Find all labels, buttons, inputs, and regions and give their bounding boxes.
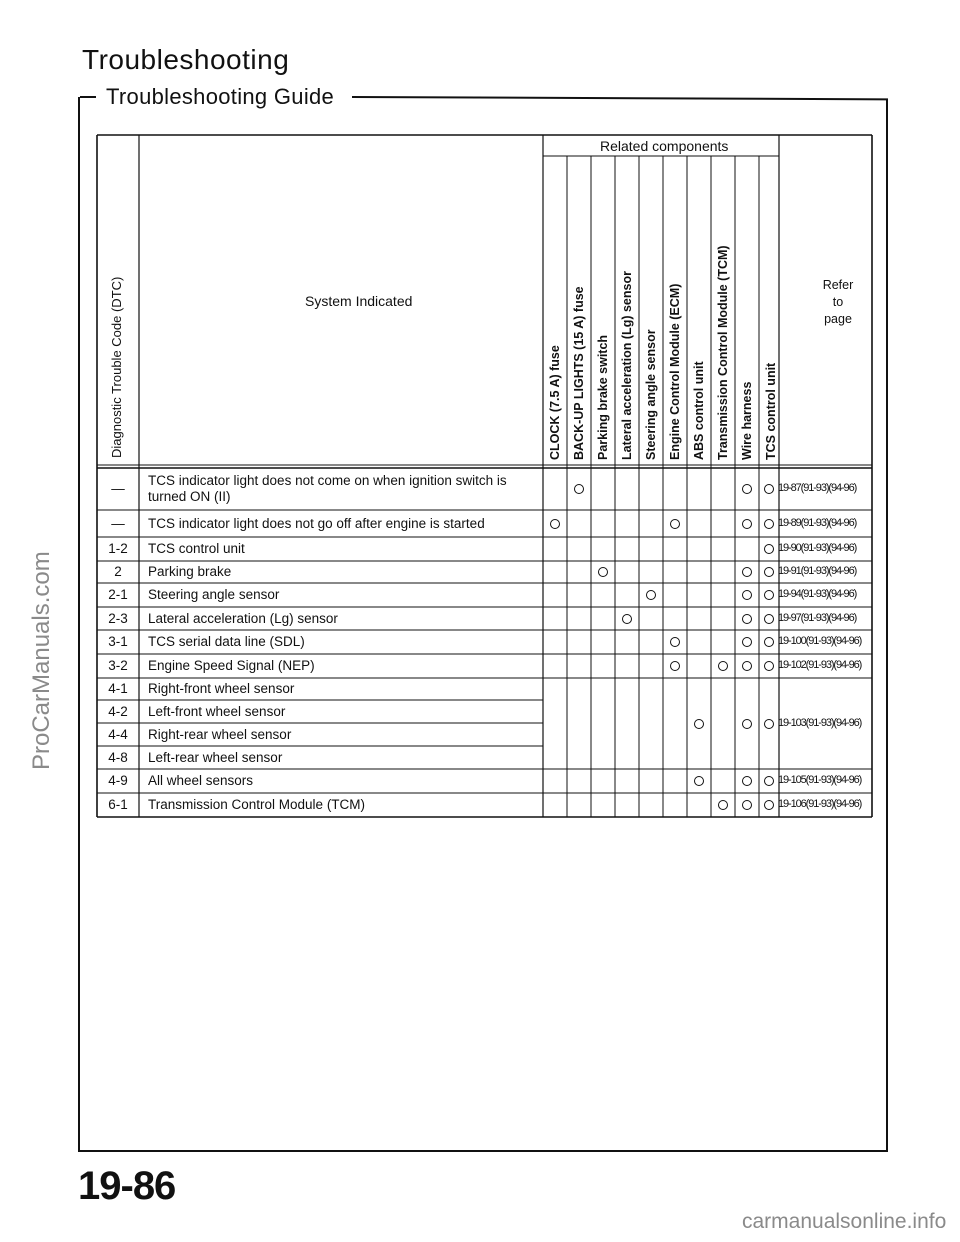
component-mark — [764, 519, 774, 529]
component-mark — [718, 661, 728, 671]
dtc-code: 2-3 — [108, 610, 128, 626]
dtc-column-header: Diagnostic Trouble Code (DTC) — [109, 276, 124, 458]
component-header: Lateral acceleration (Lg) sensor — [620, 271, 634, 460]
page-number: 19-86 — [78, 1164, 176, 1208]
system-column-header: System Indicated — [305, 293, 413, 309]
system-indicated: turned ON (II) — [148, 489, 231, 504]
component-mark — [764, 567, 774, 577]
system-indicated: All wheel sensors — [148, 773, 254, 788]
page-title: Troubleshooting — [82, 44, 290, 75]
reference-page: 19-94(91-93)(94-96) — [778, 588, 857, 600]
component-header: BACK-UP LIGHTS (15 A) fuse — [572, 286, 586, 460]
component-mark — [742, 590, 752, 600]
system-indicated: Engine Speed Signal (NEP) — [148, 658, 315, 673]
system-indicated: Left-front wheel sensor — [148, 703, 286, 719]
component-header: Parking brake switch — [596, 334, 610, 460]
component-header: Transmission Control Module (TCM) — [716, 245, 730, 460]
dtc-code: 4-9 — [108, 773, 128, 788]
refer-column-header: to — [832, 295, 844, 309]
system-indicated: TCS indicator light does not go off after engine is started — [148, 515, 485, 531]
system-indicated: Left-rear wheel sensor — [148, 749, 283, 765]
dtc-code: 4-4 — [108, 726, 128, 742]
site-watermark: carmanualsonline.info — [742, 1210, 947, 1233]
system-indicated: Steering angle sensor — [148, 587, 280, 602]
component-mark — [550, 519, 560, 529]
dtc-code: 3-1 — [108, 634, 128, 649]
dtc-code: 6-1 — [108, 797, 128, 812]
component-mark — [764, 484, 774, 494]
system-indicated: TCS serial data line (SDL) — [148, 634, 305, 649]
component-mark — [574, 484, 584, 494]
dtc-code: 4-2 — [108, 703, 128, 719]
component-mark — [670, 519, 680, 529]
component-mark — [694, 776, 704, 786]
component-mark — [742, 800, 752, 810]
dtc-code: 4-8 — [108, 749, 128, 765]
dtc-code: 2 — [114, 564, 122, 579]
component-mark — [764, 637, 774, 647]
reference-page: 19-105(91-93)(94-96) — [778, 774, 862, 786]
component-mark — [764, 614, 774, 624]
reference-page: 19-103(91-93)(94-96) — [778, 716, 862, 729]
system-indicated: Transmission Control Module (TCM) — [148, 797, 366, 812]
component-mark — [742, 661, 752, 671]
component-mark — [598, 567, 608, 577]
refer-column-header: Refer — [822, 278, 854, 292]
component-mark — [646, 590, 656, 600]
component-mark — [764, 719, 774, 729]
system-indicated: Lateral acceleration (Lg) sensor — [148, 610, 338, 626]
component-mark — [742, 567, 752, 577]
dtc-code: 2-1 — [108, 587, 128, 602]
reference-page: 19-87(91-93)(94-96) — [778, 482, 857, 494]
component-header: Engine Control Module (ECM) — [668, 283, 682, 460]
system-indicated: Parking brake — [148, 564, 232, 579]
dtc-code: 1-2 — [108, 541, 128, 556]
component-mark — [742, 776, 752, 786]
component-header: TCS control unit — [764, 362, 778, 460]
reference-page: 19-106(91-93)(94-96) — [778, 798, 862, 810]
component-mark — [670, 661, 680, 671]
component-header: Wire harness — [740, 381, 754, 460]
component-mark — [764, 544, 774, 554]
component-mark — [764, 776, 774, 786]
dtc-code: — — [111, 515, 125, 531]
system-indicated: Right-rear wheel sensor — [148, 726, 292, 742]
component-header: ABS control unit — [692, 361, 706, 460]
component-mark — [764, 800, 774, 810]
reference-page: 19-97(91-93)(94-96) — [778, 611, 857, 624]
reference-page: 19-89(91-93)(94-96) — [778, 516, 857, 529]
system-indicated: TCS control unit — [148, 541, 245, 556]
reference-page: 19-90(91-93)(94-96) — [778, 542, 857, 554]
component-mark — [742, 484, 752, 494]
watermark-text: ProCarManuals.com — [28, 551, 55, 770]
component-mark — [670, 637, 680, 647]
dtc-code: — — [111, 481, 125, 496]
component-mark — [718, 800, 728, 810]
system-indicated: Right-front wheel sensor — [148, 681, 295, 696]
component-mark — [764, 590, 774, 600]
component-mark — [742, 719, 752, 729]
section-subtitle: Troubleshooting Guide — [106, 84, 335, 109]
component-mark — [742, 614, 752, 624]
component-mark — [742, 637, 752, 647]
dtc-code: 3-2 — [108, 658, 128, 673]
component-header: Steering angle sensor — [644, 329, 658, 460]
refer-column-header: page — [824, 312, 852, 326]
component-mark — [742, 519, 752, 529]
component-mark — [694, 719, 704, 729]
system-indicated: TCS indicator light does not come on when ignition switch is — [148, 473, 507, 488]
components-column-header: Related components — [600, 138, 729, 154]
dtc-code: 4-1 — [108, 681, 128, 696]
component-mark — [764, 661, 774, 671]
reference-page: 19-91(91-93)(94-96) — [778, 565, 857, 577]
reference-page: 19-100(91-93)(94-96) — [778, 635, 862, 647]
component-mark — [622, 614, 632, 624]
reference-page: 19-102(91-93)(94-96) — [778, 659, 862, 671]
component-header: CLOCK (7.5 A) fuse — [548, 345, 562, 460]
